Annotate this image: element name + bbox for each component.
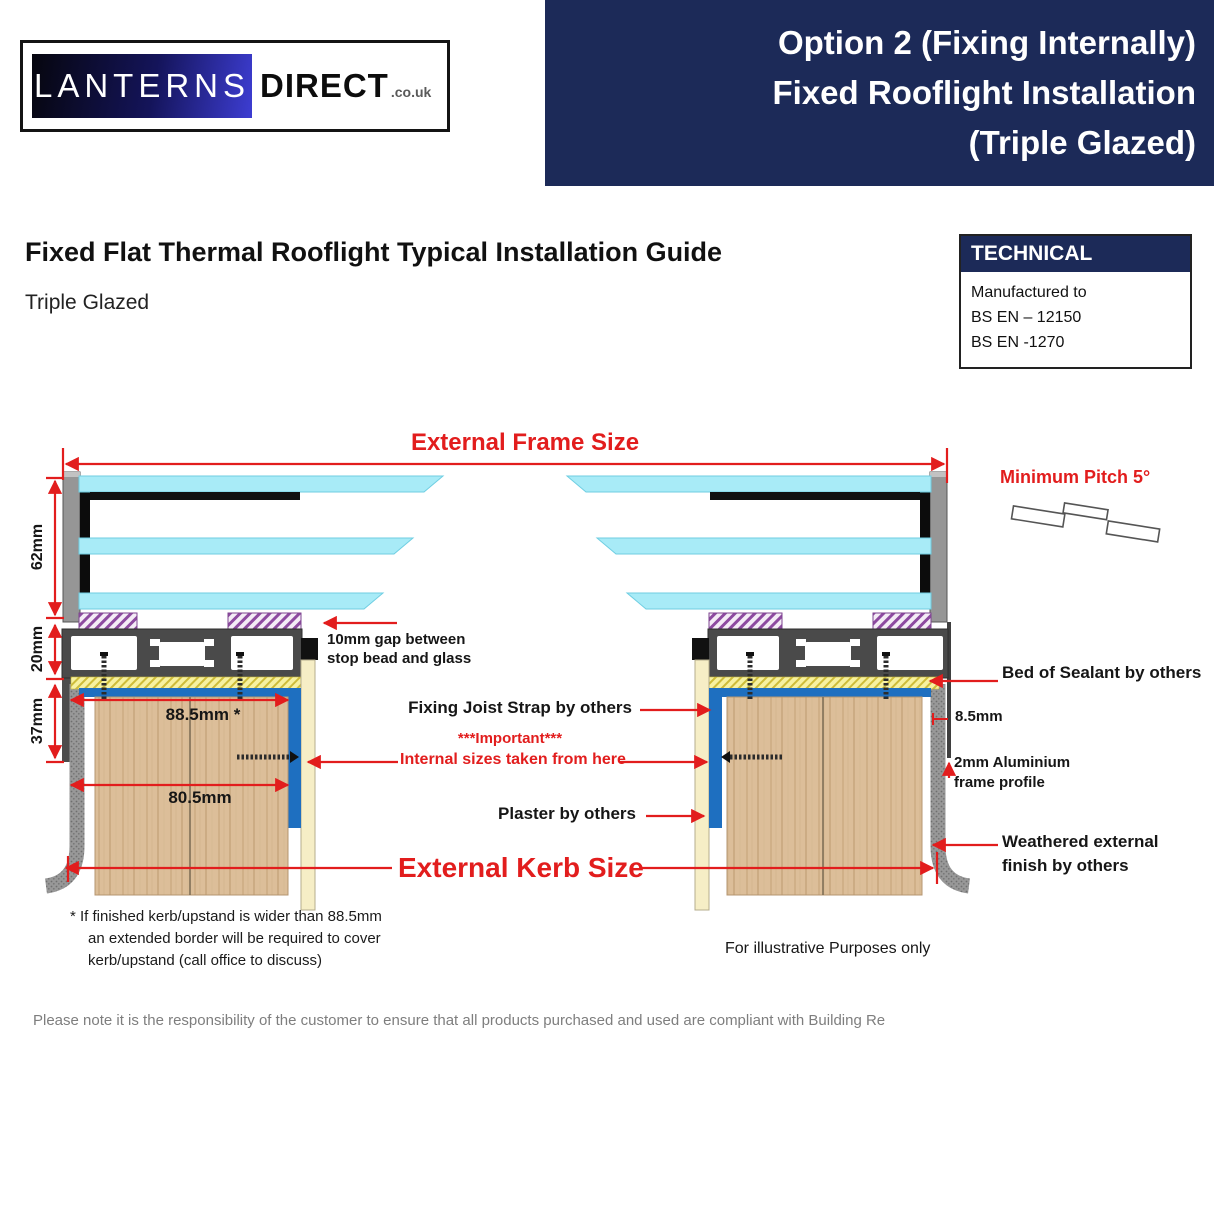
aluminium-profile-label — [954, 753, 1070, 793]
dim-8-5mm-label: 8.5mm — [955, 708, 1003, 725]
dim-80-5mm-label: 80.5mm — [168, 788, 232, 807]
right-kerb-timber — [727, 697, 922, 895]
left-glass-panes — [79, 476, 443, 609]
right-frame-cap — [930, 472, 947, 477]
logo-word-lanterns: LANTERNS — [33, 67, 251, 104]
weathered-finish-line-2: finish by others — [1002, 856, 1129, 875]
weathered-finish-label — [1002, 830, 1159, 878]
gap-note-line-2: stop bead and glass — [327, 650, 472, 667]
right-sealant-bed — [708, 677, 939, 689]
fixing-joist-strap-label: Fixing Joist Strap by others — [408, 698, 632, 717]
footnote-line-1: * If finished kerb/upstand is wider than 88.5mm — [70, 908, 382, 925]
minimum-pitch-label: Minimum Pitch 5° — [1000, 467, 1151, 487]
dim-88-5mm-label: 88.5mm * — [165, 705, 241, 724]
plaster-by-others-label: Plaster by others — [498, 804, 636, 823]
right-frame-bar — [930, 472, 947, 622]
footnote-line-2: an extended border will be required to cover — [88, 930, 381, 947]
right-glass-panes — [567, 476, 931, 609]
weathered-finish-line-1: Weathered external — [1002, 832, 1159, 851]
technical-box-title: TECHNICAL — [961, 236, 1190, 272]
aluminium-profile-line-1: 2mm Aluminium — [954, 754, 1071, 771]
compliance-disclaimer: Please note it is the responsibility of the customer to ensure that all products purchased and used are compliant with Building Re — [33, 1012, 886, 1029]
left-joist-strap-horizontal — [79, 688, 301, 697]
gap-note-line-1: 10mm gap between — [327, 631, 466, 648]
technical-line-2: BS EN – 12150 — [971, 309, 1082, 326]
technical-line-1: Manufactured to — [971, 284, 1087, 301]
right-cross-section — [567, 472, 969, 910]
illustrative-purposes-label: For illustrative Purposes only — [725, 940, 931, 957]
left-cross-section — [46, 472, 443, 910]
right-plaster-strip — [695, 660, 709, 910]
right-thermal-break-hatch2 — [873, 613, 931, 629]
banner-line-2: Fixed Rooflight Installation — [772, 74, 1196, 111]
dim-37mm-label: 37mm — [29, 697, 46, 745]
left-aluminium-profile — [62, 629, 302, 678]
right-joist-strap-horizontal — [709, 688, 931, 697]
minimum-pitch-icon — [1011, 495, 1161, 542]
left-stop-bead — [301, 638, 318, 660]
aluminium-profile-line-2: frame profile — [954, 774, 1045, 791]
bed-of-sealant-label: Bed of Sealant by others — [1002, 663, 1202, 682]
technical-line-3: BS EN -1270 — [971, 334, 1065, 351]
left-frame-cap — [63, 472, 80, 477]
footnote-line-3: kerb/upstand (call office to discuss) — [88, 952, 323, 969]
dim-20mm-label: 20mm — [29, 625, 46, 673]
gap-note — [327, 630, 471, 668]
right-stop-bead — [692, 638, 709, 660]
internal-sizes-label: Internal sizes taken from here — [400, 751, 626, 768]
important-label: ***Important*** — [457, 730, 563, 747]
left-thermal-break-hatch — [79, 613, 137, 629]
logo-word-direct: DIRECT — [260, 67, 389, 104]
left-plaster-strip — [301, 660, 315, 910]
external-kerb-size-label: External Kerb Size — [398, 852, 644, 883]
banner-line-1: Option 2 (Fixing Internally) — [777, 24, 1196, 61]
right-joist-strap-vertical — [709, 688, 722, 828]
page-subtitle: Triple Glazed — [25, 291, 150, 314]
right-thermal-break-hatch — [709, 613, 782, 629]
dim-62mm-label: 62mm — [29, 523, 46, 571]
logo-tld: .co.uk — [390, 84, 432, 100]
page-title: Fixed Flat Thermal Rooflight Typical Installation Guide — [25, 237, 723, 267]
left-frame-bar — [63, 472, 80, 622]
right-aluminium-profile — [708, 629, 948, 678]
external-frame-size-label: External Frame Size — [410, 429, 640, 456]
banner-line-3: (Triple Glazed) — [968, 124, 1196, 161]
left-thermal-break-hatch2 — [228, 613, 301, 629]
